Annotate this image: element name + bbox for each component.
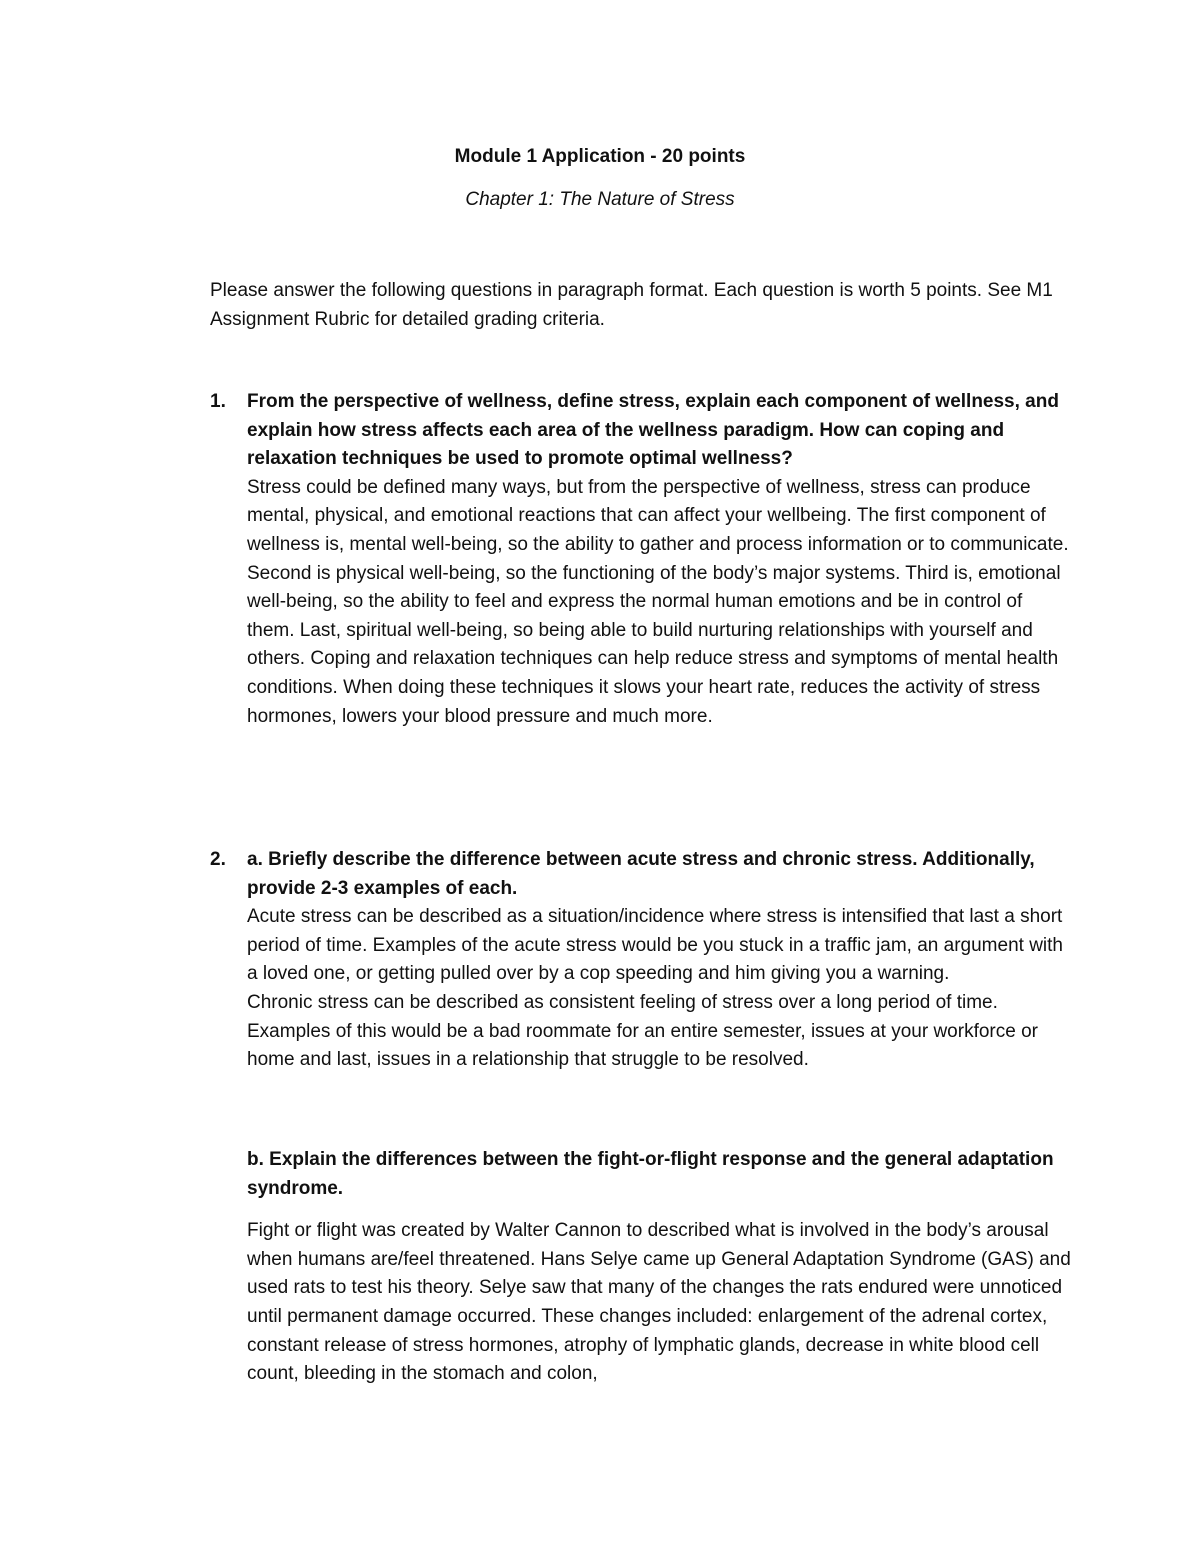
question-body xyxy=(247,846,1070,1075)
answer-paragraph: Stress could be defined many ways, but from the perspective of wellness, stress can produce mental, physical, and emotional reactions that can affect your wellbeing. The first component of wellness is, mental well-being, so the ability to gather and process information or to communicate. Second is physical well-being, so the functioning of the body’s major systems. Third is, emotional well-being, so the ability to feel and express the normal human emotions and be in control of them. Last, spiritual well-being, so being able to build nurturing relationships with yourself and others. Coping and relaxation techniques can help reduce stress and symptoms of mental health conditions. When doing these techniques it slows your heart rate, reduces the activity of stress hormones, lowers your blood pressure and much more. xyxy=(247,476,1069,727)
question-number: 1. xyxy=(210,391,226,412)
instructions-paragraph: Please answer the following questions in paragraph format. Each question is worth 5 points. See M1 Assignment Rubric for detailed grading criteria. xyxy=(210,280,1053,330)
answer-paragraph-chronic: Chronic stress can be described as consistent feeling of stress over a long period of time. Examples of this would be a bad roommate for an entire semester, issues at your workforce or home and last, issues in a relationship that struggle to be resolved. xyxy=(247,991,1038,1071)
question-answer xyxy=(247,903,1070,1075)
question-answer xyxy=(247,474,1070,731)
question-prompt: b. Explain the differences between the fight-or-flight response and the general adaptation syndrome. xyxy=(247,1149,1054,1199)
document-subtitle: Chapter 1: The Nature of Stress xyxy=(465,189,735,210)
answer-paragraph: Fight or flight was created by Walter Cannon to described what is involved in the body’s arousal when humans are/feel threatened. Hans Selye came up General Adaptation Syndrome (GAS) and used rats to test his theory. Selye saw that many of the changes the rats endured were unnoticed until permanent damage occurred. These changes included: enlargement of the adrenal cortex, constant release of stress hormones, atrophy of lymphatic glands, decrease in white blood cell count, bleeding in the stomach and colon, xyxy=(247,1220,1071,1385)
question-prompt: a. Briefly describe the difference between acute stress and chronic stress. Additionally, provide 2-3 examples of each. xyxy=(247,849,1035,899)
question-2 xyxy=(210,846,1070,1075)
answer-paragraph-acute: Acute stress can be described as a situation/incidence where stress is intensified that last a short period of time. Examples of the acute stress would be you stuck in a traffic jam, an argument with a loved one, or getting pulled over by a cop speeding and him giving you a warning. xyxy=(247,906,1063,985)
question-prompt: From the perspective of wellness, define stress, explain each component of wellness, and explain how stress affects each area of the wellness paradigm. How can coping and relaxation techniques be used to promote optimal wellness? xyxy=(247,391,1059,470)
question-number: 2. xyxy=(210,849,226,870)
question-1 xyxy=(210,388,1070,731)
question-2b xyxy=(247,1146,1077,1389)
document-title: Module 1 Application - 20 points xyxy=(454,146,746,167)
question-body xyxy=(247,388,1070,731)
